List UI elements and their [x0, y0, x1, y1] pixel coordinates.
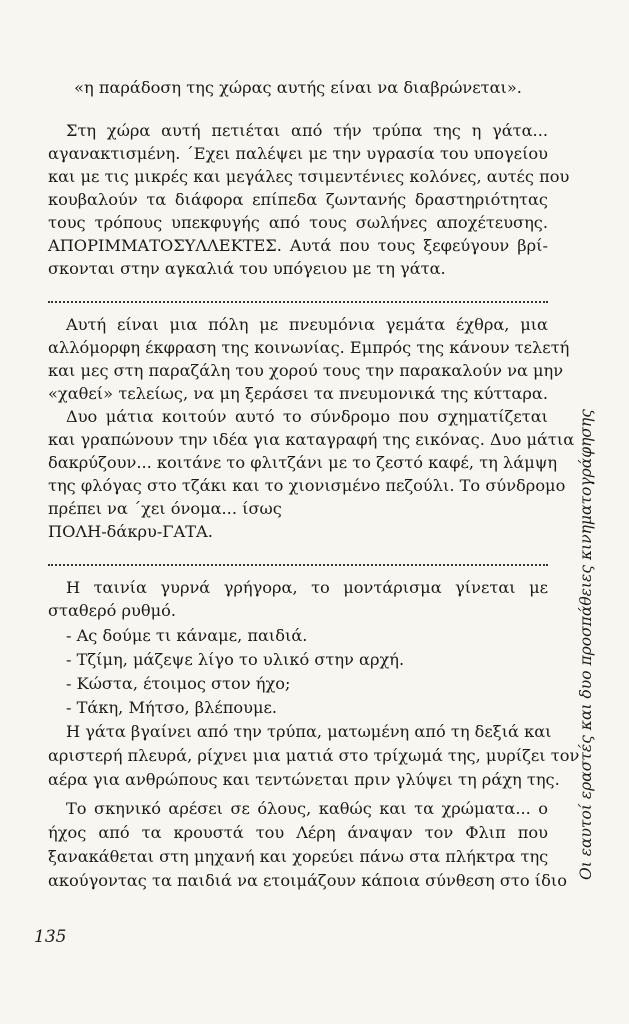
text-line: αέρα για ανθρώπους και τεντώνεται πριν γλύψει τη ράχη της. — [48, 770, 560, 789]
text-line: ακούγοντας τα παιδιά να ετοιμάζουν κάποια σύνθεση στο ίδιο — [48, 871, 567, 890]
dialogue-line: - Τζίμη, μάζεψε λίγο το υλικό στην αρχή. — [66, 650, 405, 669]
text-line: Δυο μάτια κοιτούν αυτό το σύνδρομο που σχηματίζεται — [66, 407, 548, 426]
running-title-vertical: Οι εαυτοί εραστές και δυο προσπάθειες κινηματογράφησης — [577, 409, 595, 880]
page-number: 135 — [34, 927, 67, 947]
text-line: Το σκηνικό αρέσει σε όλους, καθώς και τα χρώματα... ο — [66, 799, 548, 818]
text-line: ήχος από τα κρουστά του Λέρη άναψαν τον Φλιπ που — [48, 823, 548, 842]
text-line: ΠΟΛΗ-δάκρυ-ΓΑΤΑ. — [48, 522, 213, 541]
text-line: ΑΠΟΡΙΜΜΑΤΟΣΥΛΛΕΚΤΕΣ. Αυτά που τους ξεφεύγουν βρί- — [48, 236, 548, 255]
text-line: Η γάτα βγαίνει από την τρύπα, ματωμένη από τη δεξιά και — [66, 722, 552, 741]
text-line: ξανακάθεται στη μηχανή και χορεύει πάνω στα πλήκτρα της — [48, 847, 549, 866]
text-line: «χαθεί» τελείως, να μη ξεράσει τα πνευμονικά της κύτταρα. — [48, 384, 548, 403]
text-line: αλλόμορφη έκφραση της κοινωνίας. Εμπρός της κάνουν τελετή — [48, 338, 570, 357]
dotted-separator — [48, 301, 548, 303]
text-line: κουβαλούν τα διάφορα επίπεδα ζωντανής δραστηριότητας — [48, 190, 548, 209]
text-line: Αυτή είναι μια πόλη με πνευμόνια γεμάτα έχθρα, μια — [66, 315, 548, 334]
text-line: και με τις μικρές και μεγάλες τσιμεντένιες κολόνες, αυτές που — [48, 167, 570, 186]
text-line: και γραπώνουν την ιδέα για καταγραφή της εικόνας. Δυο μάτια — [48, 430, 575, 449]
dialogue-line: - Κώστα, έτοιμος στον ήχο; — [66, 674, 291, 693]
text-line: πρέπει να ΄χει όνομα... ίσως — [48, 499, 282, 518]
text-line: της φλόγας στο τζάκι και το χιονισμένο πεζούλι. Το σύνδρομο — [48, 476, 566, 495]
text-line: και μες στη παραζάλη του χορού τους την παρακαλούν να μην — [48, 361, 564, 380]
text-line: τους τρόπους υπεκφυγής από τους σωλήνες αποχέτευσης. — [48, 213, 548, 232]
text-line: σκονται στην αγκαλιά του υπόγειου με τη γάτα. — [48, 259, 446, 278]
text-line: αγανακτισμένη. ΄Εχει παλέψει με την υγρασία του υπογείου — [48, 144, 548, 163]
text-line: δακρύζουν... κοιτάνε το φλιτζάνι με το ζεστό καφέ, τη λάμψη — [48, 453, 558, 472]
text-line: σταθερό ρυθμό. — [48, 601, 176, 620]
text-line: αριστερή πλευρά, ρίχνει μια ματιά στο τρίχωμά της, μυρίζει τον — [48, 746, 580, 765]
text-line: Στη χώρα αυτή πετιέται από τήν τρύπα της η γάτα... — [66, 121, 548, 140]
text-line: Η ταινία γυρνά γρήγορα, το μοντάρισμα γίνεται με — [66, 578, 548, 597]
dotted-separator — [48, 564, 548, 566]
dialogue-line: - Τάκη, Μήτσο, βλέπουμε. — [66, 698, 278, 717]
text-line: «η παράδοση της χώρας αυτής είναι να διαβρώνεται». — [74, 78, 522, 97]
dialogue-line: - Ας δούμε τι κάναμε, παιδιά. — [66, 626, 308, 645]
